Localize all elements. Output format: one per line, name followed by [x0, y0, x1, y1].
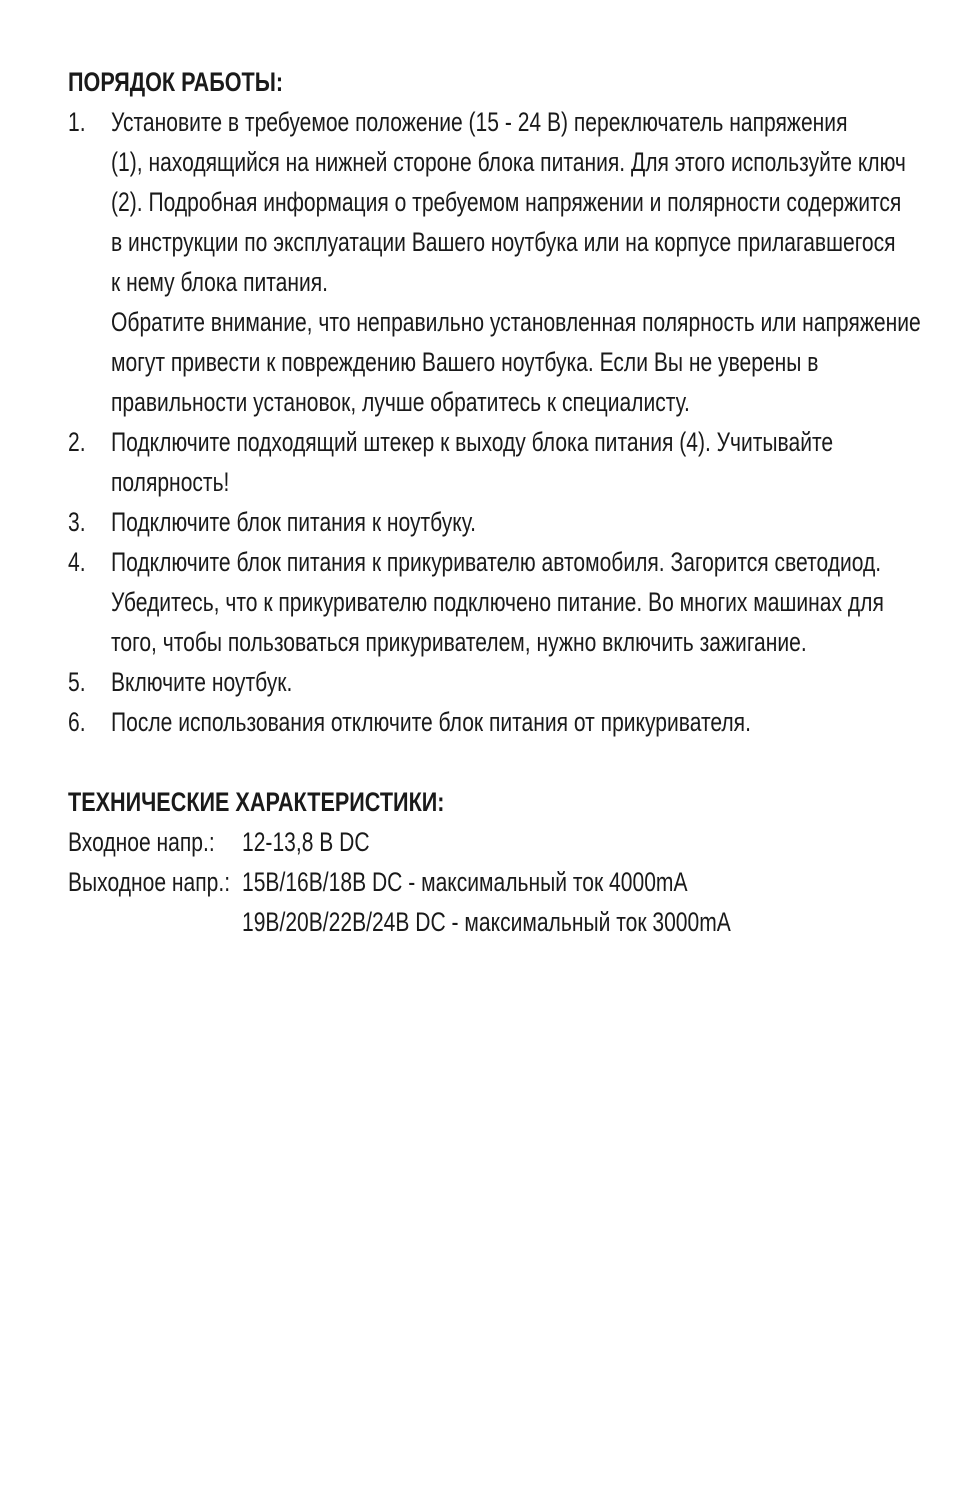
step-4 — [68, 542, 898, 662]
step-text-line: к нему блока питания. — [111, 267, 329, 297]
step-number: 1. — [68, 107, 86, 137]
manual-page — [68, 62, 921, 942]
step-text-line: полярность! — [111, 467, 230, 497]
procedure-heading — [68, 62, 898, 102]
step-text-line: (2). Подробная информация о требуемом напряжении и полярности содержится — [111, 187, 902, 217]
spec-label-output: Выходное напр.: — [68, 867, 231, 897]
spec-row-output — [68, 862, 898, 902]
step-text-line: Включите ноутбук. — [111, 667, 293, 697]
spec-label-input: Входное напр.: — [68, 827, 215, 857]
procedure-heading-text: ПОРЯДОК РАБОТЫ: — [68, 67, 284, 97]
specs-section — [68, 782, 898, 942]
step-text-line: в инструкции по эксплуатации Вашего ноутбука или на корпусе прилагавшегося — [111, 227, 896, 257]
step-number: 2. — [68, 427, 86, 457]
step-text-line: Подключите блок питания к ноутбуку. — [111, 507, 477, 537]
step-text-line: Подключите блок питания к прикуривателю автомобиля. Загорится светодиод. — [111, 547, 882, 577]
spec-row-input — [68, 822, 898, 862]
step-number: 4. — [68, 547, 86, 577]
step-warning-line: правильности установок, лучше обратитесь к специалисту. — [111, 387, 690, 417]
step-warning-line: Обратите внимание, что неправильно установленная полярность или напряжение — [111, 307, 921, 337]
spec-value-input: 12-13,8 В DC — [242, 827, 370, 857]
spec-row-output-cont — [68, 902, 898, 942]
step-number: 3. — [68, 507, 86, 537]
step-text-line: Убедитесь, что к прикуривателю подключено питание. Во многих машинах для — [111, 587, 884, 617]
step-text-line: После использования отключите блок питания от прикуривателя. — [111, 707, 751, 737]
step-number: 5. — [68, 667, 86, 697]
step-text-line: (1), находящийся на нижней стороне блока питания. Для этого используйте ключ — [111, 147, 906, 177]
step-number: 6. — [68, 707, 86, 737]
step-5 — [68, 662, 898, 702]
step-text-line: Установите в требуемое положение (15 - 24 В) переключатель напряжения — [111, 107, 848, 137]
step-2 — [68, 422, 898, 502]
step-3 — [68, 502, 898, 542]
procedure-steps-list — [68, 102, 921, 742]
step-6 — [68, 702, 898, 742]
step-warning-line: могут привести к повреждению Вашего ноутбука. Если Вы не уверены в — [111, 347, 819, 377]
step-text-line: того, чтобы пользоваться прикуривателем, нужно включить зажигание. — [111, 627, 807, 657]
spec-value-output-1: 15В/16В/18В DC - максимальный ток 4000mA — [242, 867, 688, 897]
spec-value-output-2: 19В/20В/22В/24В DC - максимальный ток 3000mA — [242, 907, 731, 937]
step-text-line: Подключите подходящий штекер к выходу блока питания (4). Учитывайте — [111, 427, 834, 457]
step-1 — [68, 102, 921, 422]
specs-heading-text: ТЕХНИЧЕСКИЕ ХАРАКТЕРИСТИКИ: — [68, 787, 445, 817]
specs-heading — [68, 782, 898, 822]
